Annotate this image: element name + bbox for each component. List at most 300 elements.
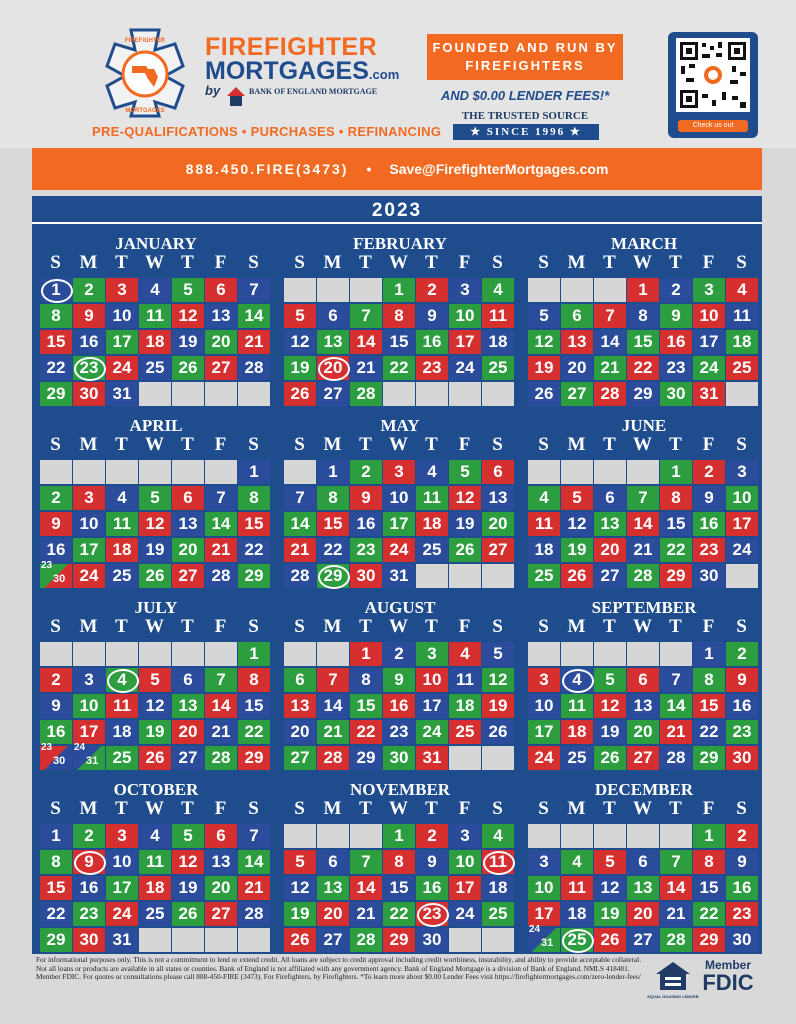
weekday-header: F	[702, 616, 715, 637]
day-number: 7	[249, 280, 259, 299]
day-cell	[660, 850, 692, 874]
day-cell-empty	[350, 278, 382, 302]
day-number: 25	[112, 566, 132, 585]
day-highlight-circle	[562, 929, 594, 953]
day-number: 22	[46, 358, 66, 377]
day-cell	[350, 668, 382, 692]
weekday-header: S	[492, 798, 503, 819]
day-number: 25	[488, 358, 508, 377]
day-number: 4	[493, 826, 503, 845]
day-number: 27	[290, 748, 310, 767]
day-number: 5	[295, 306, 305, 325]
month-september	[524, 594, 764, 772]
qr-card[interactable]	[668, 32, 758, 138]
day-number: 25	[488, 904, 508, 923]
month-name: JANUARY	[115, 234, 197, 253]
day-cell	[238, 642, 270, 666]
day-cell	[528, 486, 560, 510]
weekday-header: T	[669, 434, 682, 455]
day-cell	[416, 668, 448, 692]
trusted-source-text: THE TRUSTED SOURCE	[461, 110, 589, 122]
day-cell	[594, 694, 626, 718]
day-cell	[350, 460, 382, 484]
month-march	[524, 230, 764, 408]
day-cell	[594, 486, 626, 510]
day-number: 23	[389, 722, 409, 741]
day-number: 2	[704, 462, 714, 481]
day-cell	[594, 902, 626, 926]
day-number: 16	[79, 332, 99, 351]
day-cell	[693, 538, 725, 562]
day-cell	[528, 382, 560, 406]
day-cell-split	[40, 742, 72, 770]
day-cell	[660, 278, 692, 302]
day-number: 3	[427, 644, 437, 663]
day-cell	[726, 512, 758, 536]
day-cell	[284, 356, 316, 380]
day-cell-empty	[317, 642, 349, 666]
day-number: 2	[427, 280, 437, 299]
day-number: 6	[328, 852, 338, 871]
day-cell	[627, 330, 659, 354]
day-cell-circled	[561, 928, 593, 952]
day-cell-empty	[561, 824, 593, 848]
day-cell	[106, 564, 138, 588]
day-cell	[106, 928, 138, 952]
day-cell-empty	[660, 642, 692, 666]
day-cell	[284, 694, 316, 718]
day-number: 19	[600, 722, 620, 741]
day-cell	[482, 278, 514, 302]
day-number: 16	[356, 514, 376, 533]
day-cell-empty	[528, 642, 560, 666]
day-number: 2	[51, 488, 61, 507]
day-cell	[561, 564, 593, 588]
day-cell-empty	[284, 460, 316, 484]
day-number: 21	[633, 540, 653, 559]
day-cell	[40, 668, 72, 692]
weekday-header: F	[214, 616, 227, 637]
day-cell	[594, 720, 626, 744]
day-cell	[416, 746, 448, 770]
weekday-header: M	[567, 798, 586, 819]
day-cell	[238, 512, 270, 536]
day-number: 17	[732, 514, 752, 533]
day-cell	[528, 330, 560, 354]
day-cell-empty	[284, 642, 316, 666]
day-number: 15	[389, 332, 409, 351]
day-number: 1	[671, 462, 681, 481]
weekday-header: T	[181, 252, 194, 273]
day-number: 4	[493, 280, 503, 299]
day-cell	[561, 512, 593, 536]
day-cell	[73, 876, 105, 900]
day-number: 1	[394, 826, 404, 845]
day-cell	[726, 460, 758, 484]
day-cell-empty	[594, 460, 626, 484]
day-number: 25	[455, 722, 475, 741]
day-cell	[317, 382, 349, 406]
day-number: 9	[51, 514, 61, 533]
day-cell	[317, 850, 349, 874]
day-number: 12	[488, 670, 508, 689]
day-cell-empty	[40, 460, 72, 484]
day-cell	[40, 330, 72, 354]
weekday-header: T	[181, 798, 194, 819]
day-cell	[106, 356, 138, 380]
day-number: 23	[699, 540, 719, 559]
day-number: 28	[666, 930, 686, 949]
day-number: 12	[178, 852, 198, 871]
day-highlight-circle	[74, 851, 106, 875]
day-number: 10	[79, 514, 99, 533]
brand-mortgages-text: MORTGAGES	[205, 57, 369, 85]
day-cell	[383, 668, 415, 692]
month-name: AUGUST	[364, 598, 436, 617]
day-cell	[449, 486, 481, 510]
day-number: 6	[328, 306, 338, 325]
day-highlight-circle	[417, 903, 449, 927]
day-number: 15	[389, 878, 409, 897]
weekday-header: F	[214, 252, 227, 273]
day-number: 27	[178, 566, 198, 585]
day-cell	[284, 720, 316, 744]
services-tagline: PRE-QUALIFICATIONS • PURCHASES • REFINANCING	[92, 124, 442, 139]
day-cell	[561, 486, 593, 510]
day-cell	[561, 720, 593, 744]
day-cell	[693, 460, 725, 484]
day-number: 14	[211, 514, 231, 533]
day-cell	[416, 720, 448, 744]
fdic-badge	[697, 958, 759, 994]
day-cell	[205, 356, 237, 380]
day-number: 8	[394, 306, 404, 325]
day-number: 7	[249, 826, 259, 845]
day-cell	[139, 356, 171, 380]
day-number: 25	[112, 748, 132, 767]
day-cell	[172, 538, 204, 562]
contact-phone[interactable]: 888.450.FIRE(3473)	[185, 161, 349, 177]
day-number: 13	[211, 852, 231, 871]
day-cell	[40, 304, 72, 328]
day-cell	[594, 564, 626, 588]
weekday-header: W	[633, 616, 652, 637]
day-number: 9	[51, 696, 61, 715]
day-cell	[726, 928, 758, 952]
day-cell	[660, 746, 692, 770]
weekday-header: F	[214, 434, 227, 455]
day-cell	[416, 876, 448, 900]
day-cell	[205, 278, 237, 302]
day-cell	[350, 564, 382, 588]
day-number: 9	[361, 488, 371, 507]
day-number: 20	[488, 514, 508, 533]
day-number: 21	[323, 722, 343, 741]
day-cell-empty	[139, 642, 171, 666]
day-cell-split	[40, 560, 72, 588]
day-cell	[594, 876, 626, 900]
day-cell	[40, 850, 72, 874]
day-cell	[726, 850, 758, 874]
month-july	[36, 594, 276, 772]
day-cell	[627, 304, 659, 328]
month-february	[280, 230, 520, 408]
qr-check-us-out-label[interactable]: Check us out	[678, 120, 748, 132]
day-number: 27	[211, 904, 231, 923]
day-number: 23	[422, 904, 442, 923]
day-cell-empty	[528, 278, 560, 302]
day-number: 2	[427, 826, 437, 845]
day-cell	[284, 746, 316, 770]
day-number: 21	[666, 904, 686, 923]
day-cell	[106, 746, 138, 770]
day-cell	[205, 694, 237, 718]
day-number: 17	[534, 722, 554, 741]
day-number: 28	[666, 748, 686, 767]
day-cell-empty	[726, 382, 758, 406]
weekday-header: W	[633, 252, 652, 273]
contact-email[interactable]: Save@FirefighterMortgages.com	[389, 161, 609, 177]
weekday-header: F	[458, 434, 471, 455]
day-cell	[627, 538, 659, 562]
day-number: 7	[605, 306, 615, 325]
weekday-header: T	[115, 252, 128, 273]
day-cell	[350, 538, 382, 562]
day-cell	[350, 694, 382, 718]
day-cell	[660, 512, 692, 536]
weekday-header: S	[492, 434, 503, 455]
day-cell-empty	[660, 824, 692, 848]
day-cell	[693, 356, 725, 380]
day-number: 15	[244, 514, 264, 533]
day-cell	[726, 668, 758, 692]
weekday-header: T	[669, 798, 682, 819]
day-cell	[106, 902, 138, 926]
day-cell	[482, 460, 514, 484]
day-number: 19	[145, 722, 165, 741]
day-cell-empty	[139, 928, 171, 952]
day-cell	[284, 850, 316, 874]
day-number: 9	[427, 306, 437, 325]
day-cell	[284, 668, 316, 692]
day-cell	[726, 486, 758, 510]
day-cell-empty	[205, 460, 237, 484]
day-cell	[284, 486, 316, 510]
day-cell	[238, 304, 270, 328]
day-cell	[693, 564, 725, 588]
day-cell	[172, 278, 204, 302]
weekday-header: M	[79, 252, 98, 273]
day-number: 30	[53, 573, 66, 585]
day-cell	[205, 746, 237, 770]
day-cell	[238, 746, 270, 770]
day-cell	[660, 564, 692, 588]
day-cell	[383, 304, 415, 328]
weekday-header: W	[389, 616, 408, 637]
day-number: 7	[328, 670, 338, 689]
day-number: 26	[534, 384, 554, 403]
day-cell	[383, 460, 415, 484]
weekday-header: F	[458, 616, 471, 637]
day-cell	[660, 382, 692, 406]
day-cell	[350, 850, 382, 874]
weekday-header: M	[79, 616, 98, 637]
day-number: 9	[394, 670, 404, 689]
day-cell	[660, 538, 692, 562]
day-cell	[449, 460, 481, 484]
day-number: 23	[356, 540, 376, 559]
day-cell	[383, 824, 415, 848]
day-cell-empty	[482, 928, 514, 952]
day-cell	[139, 278, 171, 302]
day-number: 26	[290, 930, 310, 949]
day-cell	[350, 304, 382, 328]
day-number: 28	[600, 384, 620, 403]
day-number: 21	[666, 722, 686, 741]
day-cell	[350, 330, 382, 354]
weekday-header: S	[492, 616, 503, 637]
day-cell	[284, 382, 316, 406]
day-cell	[693, 694, 725, 718]
day-number: 29	[356, 748, 376, 767]
day-number: 16	[46, 540, 66, 559]
day-highlight-circle	[74, 357, 106, 381]
day-cell	[693, 382, 725, 406]
day-cell	[528, 538, 560, 562]
day-number: 24	[112, 904, 132, 923]
day-number: 1	[51, 280, 61, 299]
day-cell	[627, 278, 659, 302]
day-cell	[40, 356, 72, 380]
day-number: 9	[737, 852, 747, 871]
day-cell-empty	[449, 746, 481, 770]
weekday-header: S	[294, 434, 305, 455]
weekday-header: T	[359, 252, 372, 273]
day-cell-empty	[139, 382, 171, 406]
day-cell	[350, 720, 382, 744]
day-cell	[561, 876, 593, 900]
weekday-header: S	[736, 616, 747, 637]
day-number: 15	[244, 696, 264, 715]
day-number: 8	[394, 852, 404, 871]
day-number: 2	[671, 280, 681, 299]
weekday-header: S	[492, 252, 503, 273]
day-cell	[660, 330, 692, 354]
day-cell	[73, 824, 105, 848]
day-cell	[238, 902, 270, 926]
day-number: 26	[145, 566, 165, 585]
day-cell	[73, 694, 105, 718]
day-cell	[528, 304, 560, 328]
weekday-header: M	[79, 434, 98, 455]
month-june	[524, 412, 764, 590]
day-number: 3	[704, 280, 714, 299]
day-number: 11	[456, 670, 474, 689]
day-number: 18	[422, 514, 442, 533]
contact-separator: •	[366, 161, 372, 177]
day-cell	[73, 902, 105, 926]
day-number: 14	[356, 332, 376, 351]
qr-code-icon[interactable]	[676, 38, 750, 112]
day-cell	[205, 304, 237, 328]
day-cell	[139, 564, 171, 588]
day-cell	[528, 720, 560, 744]
day-number: 6	[295, 670, 305, 689]
day-number: 19	[488, 696, 508, 715]
day-number: 2	[737, 826, 747, 845]
day-cell-empty	[449, 564, 481, 588]
day-number: 29	[666, 566, 686, 585]
day-cell-circled	[416, 902, 448, 926]
day-number: 29	[46, 930, 66, 949]
day-cell	[139, 668, 171, 692]
day-cell-empty	[594, 642, 626, 666]
day-cell	[693, 928, 725, 952]
day-cell-empty	[238, 928, 270, 952]
day-cell	[482, 876, 514, 900]
weekday-header: S	[248, 252, 259, 273]
day-number: 14	[356, 878, 376, 897]
day-number: 10	[732, 488, 752, 507]
day-number: 7	[216, 488, 226, 507]
weekday-header: S	[294, 798, 305, 819]
day-cell-empty	[205, 928, 237, 952]
day-cell	[383, 928, 415, 952]
day-number: 19	[178, 332, 198, 351]
day-number: 14	[600, 332, 620, 351]
day-cell	[660, 356, 692, 380]
day-number: 16	[422, 332, 442, 351]
day-number: 8	[704, 670, 714, 689]
weekday-header: M	[567, 434, 586, 455]
day-cell	[693, 902, 725, 926]
day-number: 6	[638, 670, 648, 689]
day-highlight-circle	[318, 357, 350, 381]
day-number: 23	[422, 358, 442, 377]
day-cell	[594, 928, 626, 952]
day-cell	[726, 356, 758, 380]
day-number: 8	[704, 852, 714, 871]
day-cell	[205, 850, 237, 874]
day-cell	[172, 304, 204, 328]
day-cell-empty	[172, 642, 204, 666]
day-cell-empty	[561, 460, 593, 484]
month-december	[524, 776, 764, 954]
day-cell	[416, 278, 448, 302]
weekday-header: S	[50, 252, 61, 273]
day-cell	[238, 876, 270, 900]
day-cell	[726, 876, 758, 900]
day-number: 2	[737, 644, 747, 663]
day-cell	[660, 720, 692, 744]
day-cell	[383, 278, 415, 302]
day-number: 25	[145, 358, 165, 377]
day-cell	[627, 850, 659, 874]
weekday-header: T	[603, 798, 616, 819]
day-number: 22	[356, 722, 376, 741]
day-number: 17	[455, 878, 475, 897]
day-cell	[660, 902, 692, 926]
day-number: 5	[605, 670, 615, 689]
day-number: 12	[455, 488, 475, 507]
day-cell	[561, 330, 593, 354]
day-cell	[482, 538, 514, 562]
day-cell	[106, 824, 138, 848]
day-number: 4	[150, 826, 160, 845]
day-cell	[205, 824, 237, 848]
day-number: 3	[539, 852, 549, 871]
day-cell	[238, 720, 270, 744]
